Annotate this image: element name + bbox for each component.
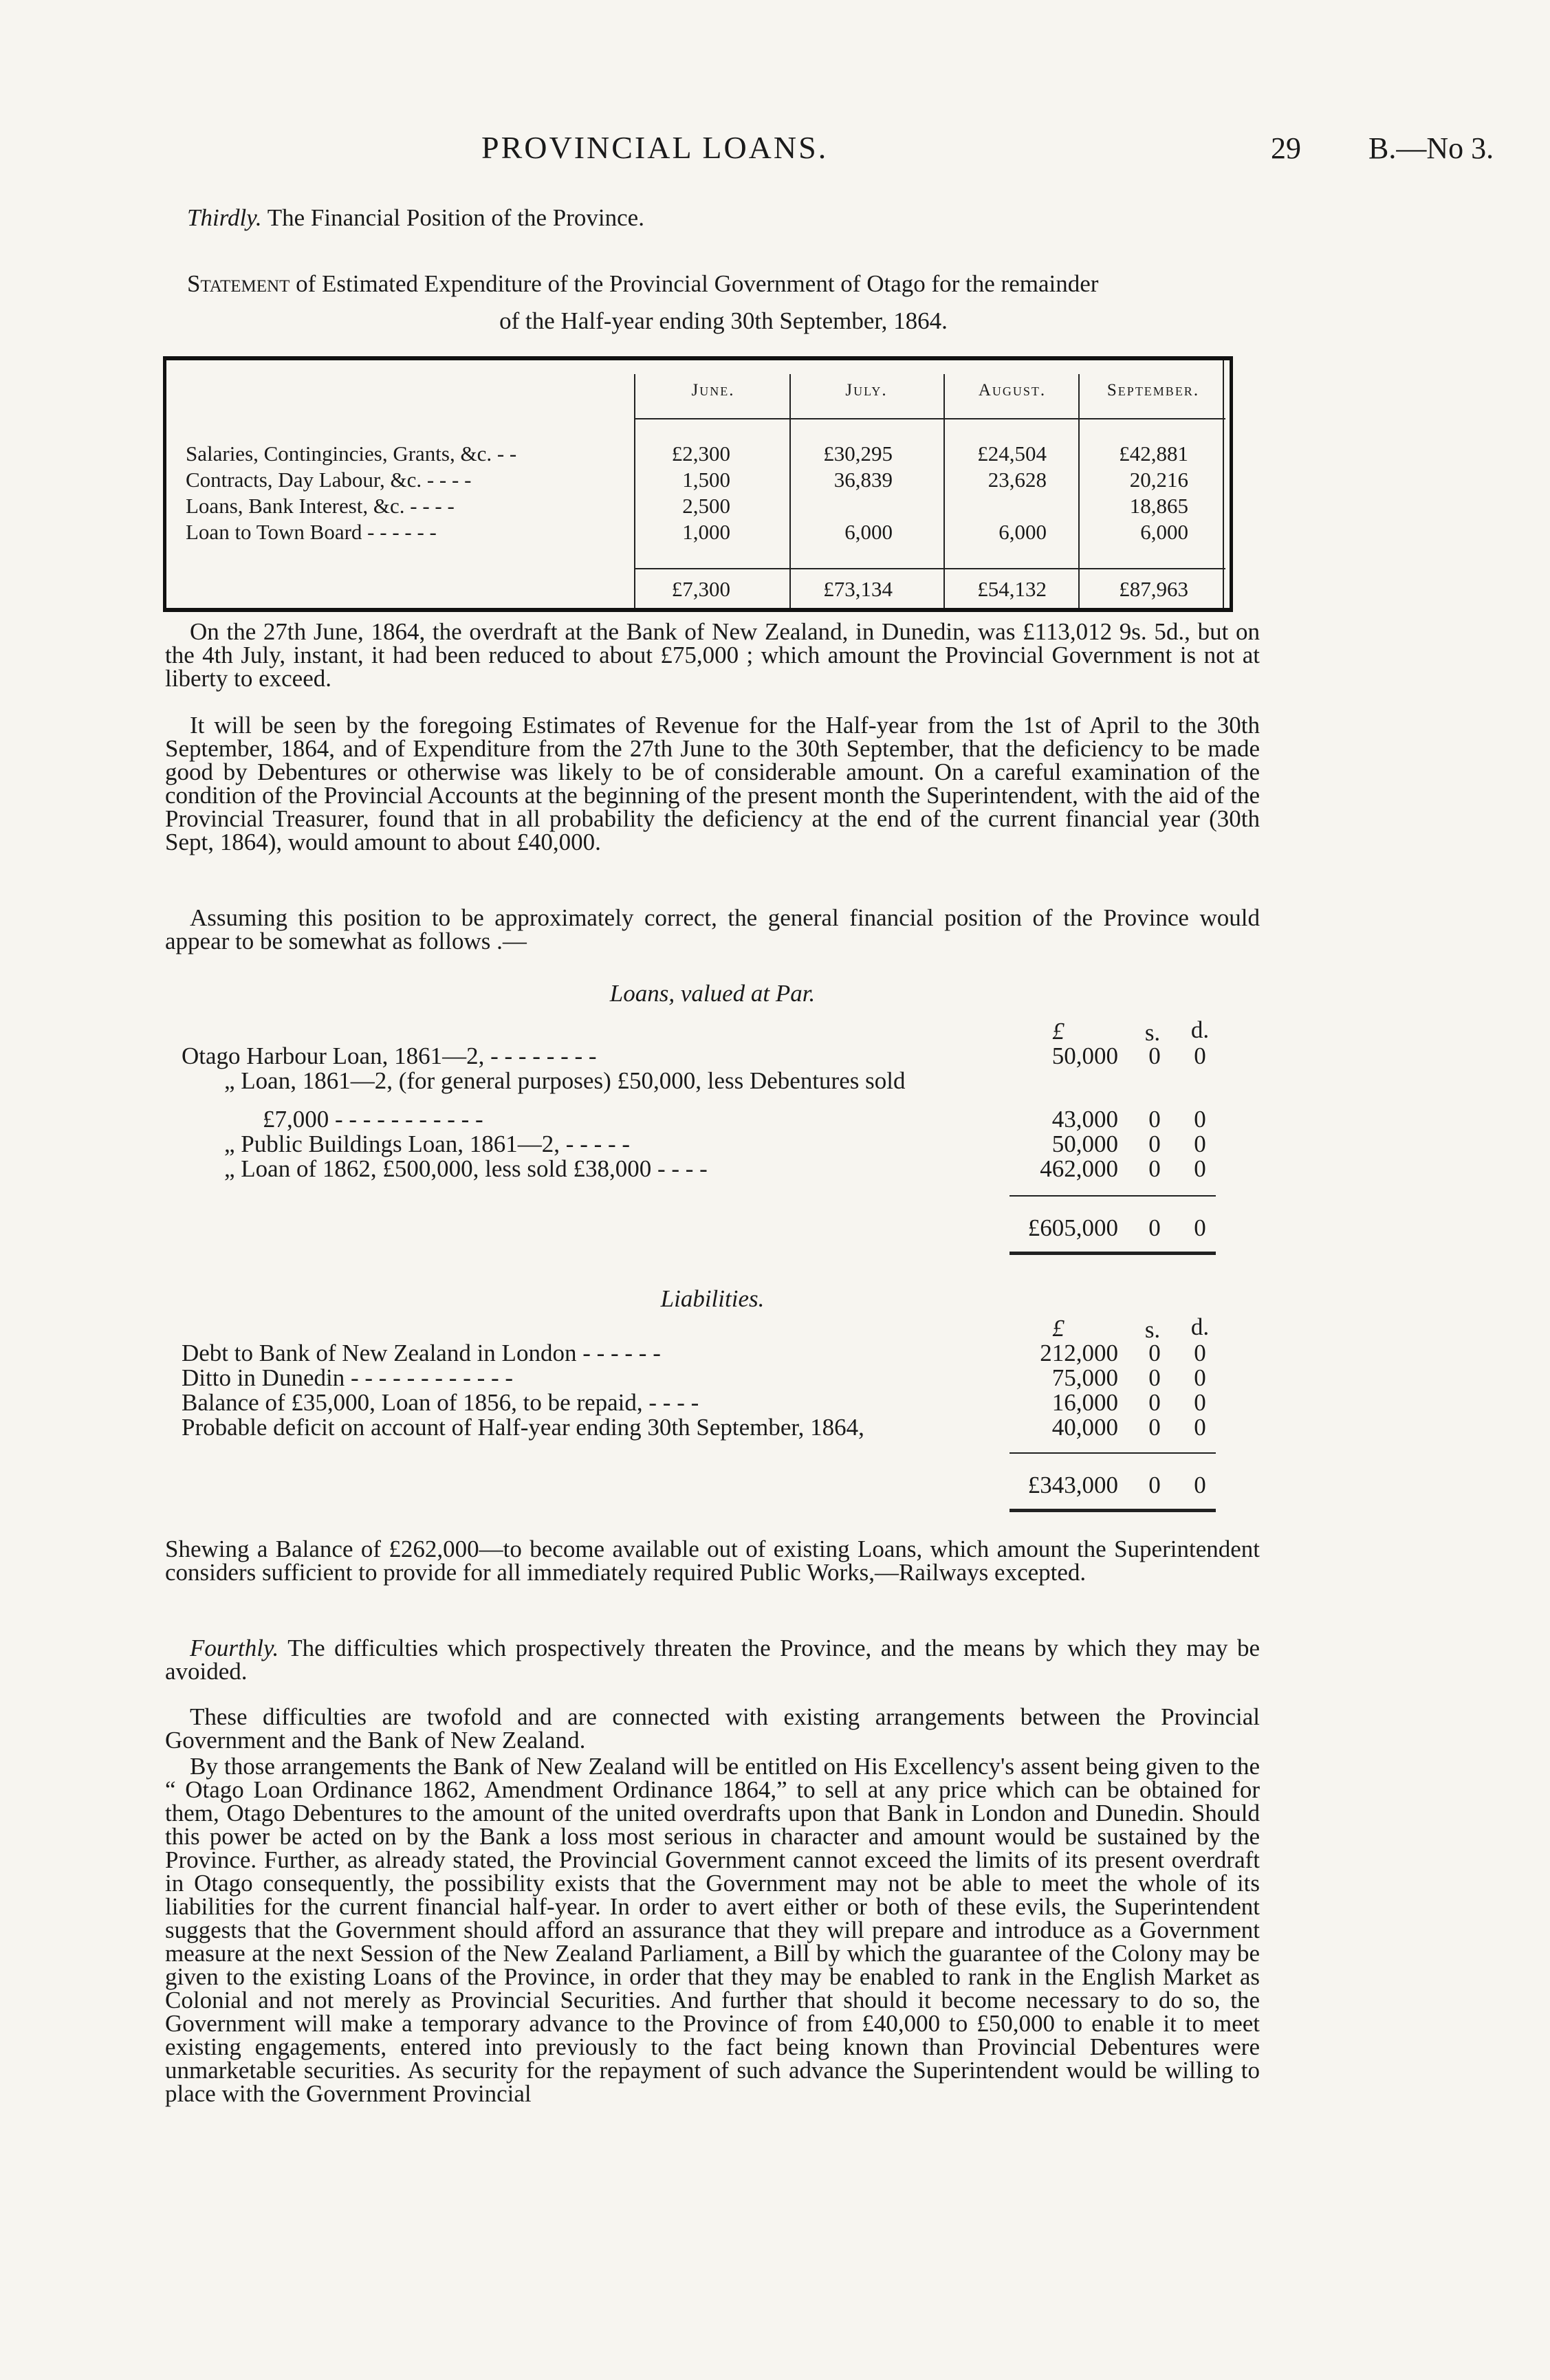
loans-total-rule xyxy=(1009,1195,1216,1197)
liabilities-pound-header: £ xyxy=(1052,1315,1065,1342)
column-header-august: August. xyxy=(978,381,1047,400)
loans-total-amount: £605,000 xyxy=(1027,1214,1118,1241)
loan-shillings: 0 xyxy=(1148,1106,1161,1133)
table-cell: 1,500 xyxy=(682,468,730,492)
paragraph-arrangements: By those arrangements the Bank of New Zealand will be entitled on His Excellency's assent being given to the “ Otago Loan Ordinance 1862, Amendment Ordinance 1864,” to sell at any price which can be obtained for them, Otago Debentures to the amount of the united overdrafts upon that Bank in London and Dunedin. Should this power be acted on by the Bank a loss most serious in character and amount would be sustained by the Province. Further, as already stated, the Provincial Government cannot exceed the limits of its present overdraft in Otago consequently, the possibility exists that the Government may not be able to meet the whole of its liabilities for the current financial half-year. In order to avert either or both of these evils, the Superintendent suggests that the Government should afford an assurance that they will prepare and introduce as a Government measure at the next Session of the New Zealand Parliament, a Bill by which the guarantee of the Colony may be given to the existing Loans of the Province, in order that they may be enabled to rank in the English Market as Colonial and not merely as Provincial Securities. And further that should it become necessary to do so, the Government will make a temporary advance to the Province of from £40,000 to £50,000 to enable it to meet existing engagements, entered into previously to the fact being known than Provincial Debentures were unmarketable securities. As security for the repayment of such advance the Superintendent would be willing to place with the Government Provincial xyxy=(165,1753,1260,2107)
liability-shillings: 0 xyxy=(1148,1389,1161,1416)
loans-shillings-header: s. xyxy=(1144,1019,1161,1046)
loans-pound-header: £ xyxy=(1052,1018,1065,1045)
liability-pence: 0 xyxy=(1194,1389,1206,1416)
column-divider xyxy=(1078,374,1080,608)
table-cell: 23,628 xyxy=(987,468,1047,492)
column-header-september: September. xyxy=(1106,381,1200,400)
liability-pence: 0 xyxy=(1194,1340,1206,1366)
loan-shillings: 0 xyxy=(1148,1042,1161,1069)
table-cell: 6,000 xyxy=(844,520,893,544)
section-thirdly xyxy=(187,206,1287,230)
table-cell: 20,216 xyxy=(1129,468,1188,492)
liability-amount: 212,000 xyxy=(1040,1340,1118,1366)
paragraph-estimates: It will be seen by the foregoing Estimates of Revenue for the Half-year from the 1st of April to the 30th September, 1864, and of Expenditure from the 27th June to the 30th September, that the deficiency to be made good by Debentures or otherwise was likely to be of considerable amount. On a careful examination of the condition of the Provincial Accounts at the beginning of the present month the Superintendent, with the aid of the Provincial Treasurer, found that in all probability the deficiency at the end of the current financial year (30th Sept, 1864), would amount to about £40,000. xyxy=(165,712,1260,855)
liability-shillings: 0 xyxy=(1148,1414,1161,1441)
liabilities-total-amount: £343,000 xyxy=(1027,1472,1118,1498)
liabilities-total-shillings: 0 xyxy=(1148,1472,1161,1498)
table-cell: 6,000 xyxy=(1140,520,1188,544)
table-cell: 6,000 xyxy=(998,520,1047,544)
liability-amount: 75,000 xyxy=(1051,1364,1118,1391)
loan-pence: 0 xyxy=(1194,1155,1206,1182)
totals-rule xyxy=(634,568,1225,569)
loan-item: „ Public Buildings Loan, 1861—2, - - - - - xyxy=(224,1131,631,1157)
section-thirdly-label: Thirdly. xyxy=(187,204,262,231)
table-cell: 2,500 xyxy=(682,494,730,518)
row-label-contracts: Contracts, Day Labour, &c. - - - - xyxy=(186,468,472,492)
table-cell: £24,504 xyxy=(977,441,1047,466)
paragraph-overdraft: On the 27th June, 1864, the overdraft at the Bank of New Zealand, in Dunedin, was £113,012 9s. 5d., but on the 4th July, instant, it had been reduced to about £75,000 ; which amount the Provincial Government is not at liberty to exceed. xyxy=(165,618,1260,692)
statement-caption-line1 xyxy=(187,272,1260,296)
liability-pence: 0 xyxy=(1194,1364,1206,1391)
paragraph-shewing: Shewing a Balance of £262,000—to become available out of existing Loans, which amount the Superintendent considers sufficient to provide for all immediately required Public Works,—Railways excepted. xyxy=(165,1536,1260,1586)
loans-pence-header: d. xyxy=(1190,1016,1210,1043)
loan-pence: 0 xyxy=(1194,1042,1206,1069)
column-header-june: June. xyxy=(691,381,735,400)
liability-pence: 0 xyxy=(1194,1414,1206,1441)
row-label-town-board: Loan to Town Board - - - - - - xyxy=(186,520,437,544)
liabilities-total-pence: 0 xyxy=(1194,1472,1206,1498)
column-divider xyxy=(943,374,945,608)
liability-item: Debt to Bank of New Zealand in London - - - - - - xyxy=(182,1340,661,1366)
liability-amount: 16,000 xyxy=(1051,1389,1118,1416)
paragraph-twofold: These difficulties are twofold and are connected with existing arrangements between the Provincial Government and the Bank of New Zealand. xyxy=(165,1703,1260,1754)
total-august: £54,132 xyxy=(977,577,1047,601)
table-cell: 36,839 xyxy=(833,468,893,492)
liability-item: Probable deficit on account of Half-year ending 30th September, 1864, xyxy=(182,1414,864,1441)
loan-amount: 43,000 xyxy=(1051,1106,1118,1133)
loan-amount: 462,000 xyxy=(1040,1155,1118,1182)
total-july: £73,134 xyxy=(823,577,893,601)
loan-pence: 0 xyxy=(1194,1106,1206,1133)
loan-item: „ Loan of 1862, £500,000, less sold £38,000 - - - - xyxy=(224,1155,708,1182)
section-fourthly-label: Fourthly. xyxy=(190,1635,279,1661)
statement-caption-text: of Estimated Expenditure of the Provincial Government of Otago for the remainder xyxy=(296,270,1099,297)
loan-pence: 0 xyxy=(1194,1131,1206,1157)
column-divider xyxy=(634,374,635,608)
header-underline xyxy=(634,418,1225,419)
page-number: 29 xyxy=(1271,131,1301,165)
total-september: £87,963 xyxy=(1119,577,1188,601)
loans-total-double-rule xyxy=(1009,1252,1216,1255)
liability-shillings: 0 xyxy=(1148,1340,1161,1366)
liabilities-total-rule xyxy=(1009,1452,1216,1454)
loan-amount: 50,000 xyxy=(1051,1131,1118,1157)
paragraph-assuming: Assuming this position to be approximately correct, the general financial position of the Province would appear to be somewhat as follows .— xyxy=(165,904,1260,954)
loan-item: „ Loan, 1861—2, (for general purposes) £50,000, less Debentures sold xyxy=(224,1067,906,1094)
statement-caption-line2: of the Half-year ending 30th September, 1864. xyxy=(499,307,948,334)
loan-shillings: 0 xyxy=(1148,1131,1161,1157)
statement-caption-word: Statement xyxy=(187,270,290,297)
loan-item: £7,000 - - - - - - - - - - - xyxy=(263,1106,483,1133)
section-thirdly-text: The Financial Position of the Province. xyxy=(267,204,644,231)
loan-amount: 50,000 xyxy=(1051,1042,1118,1069)
liability-item: Balance of £35,000, Loan of 1856, to be repaid, - - - - xyxy=(182,1389,699,1416)
table-cell: 18,865 xyxy=(1129,494,1188,518)
loans-heading: Loans, valued at Par. xyxy=(609,980,816,1007)
column-header-july: July. xyxy=(845,381,888,400)
liabilities-pence-header: d. xyxy=(1190,1313,1210,1340)
loan-shillings: 0 xyxy=(1148,1155,1161,1182)
liabilities-heading: Liabilities. xyxy=(660,1285,765,1312)
loans-total-shillings: 0 xyxy=(1148,1214,1161,1241)
table-cell: £2,300 xyxy=(671,441,730,466)
section-fourthly xyxy=(165,1637,1260,1683)
row-label-loans: Loans, Bank Interest, &c. - - - - xyxy=(186,494,455,518)
liabilities-shillings-header: s. xyxy=(1144,1316,1161,1343)
liability-amount: 40,000 xyxy=(1051,1414,1118,1441)
row-label-salaries: Salaries, Contingincies, Grants, &c. - - xyxy=(186,441,517,466)
loan-item: Otago Harbour Loan, 1861—2, - - - - - - - - xyxy=(182,1042,597,1069)
column-divider xyxy=(789,374,791,608)
table-cell: £42,881 xyxy=(1119,441,1188,466)
expenditure-statement-table xyxy=(163,356,1233,612)
section-fourthly-text: The difficulties which prospectively threaten the Province, and the means by which they may be avoided. xyxy=(165,1635,1260,1685)
document-reference: B.—No 3. xyxy=(1368,131,1494,165)
liability-shillings: 0 xyxy=(1148,1364,1161,1391)
loans-total-pence: 0 xyxy=(1194,1214,1206,1241)
liability-item: Ditto in Dunedin - - - - - - - - - - - - xyxy=(182,1364,514,1391)
page-title: PROVINCIAL LOANS. xyxy=(481,130,829,165)
table-cell: £30,295 xyxy=(823,441,893,466)
total-june: £7,300 xyxy=(671,577,730,601)
table-cell: 1,000 xyxy=(682,520,730,544)
liabilities-total-double-rule xyxy=(1009,1509,1216,1512)
